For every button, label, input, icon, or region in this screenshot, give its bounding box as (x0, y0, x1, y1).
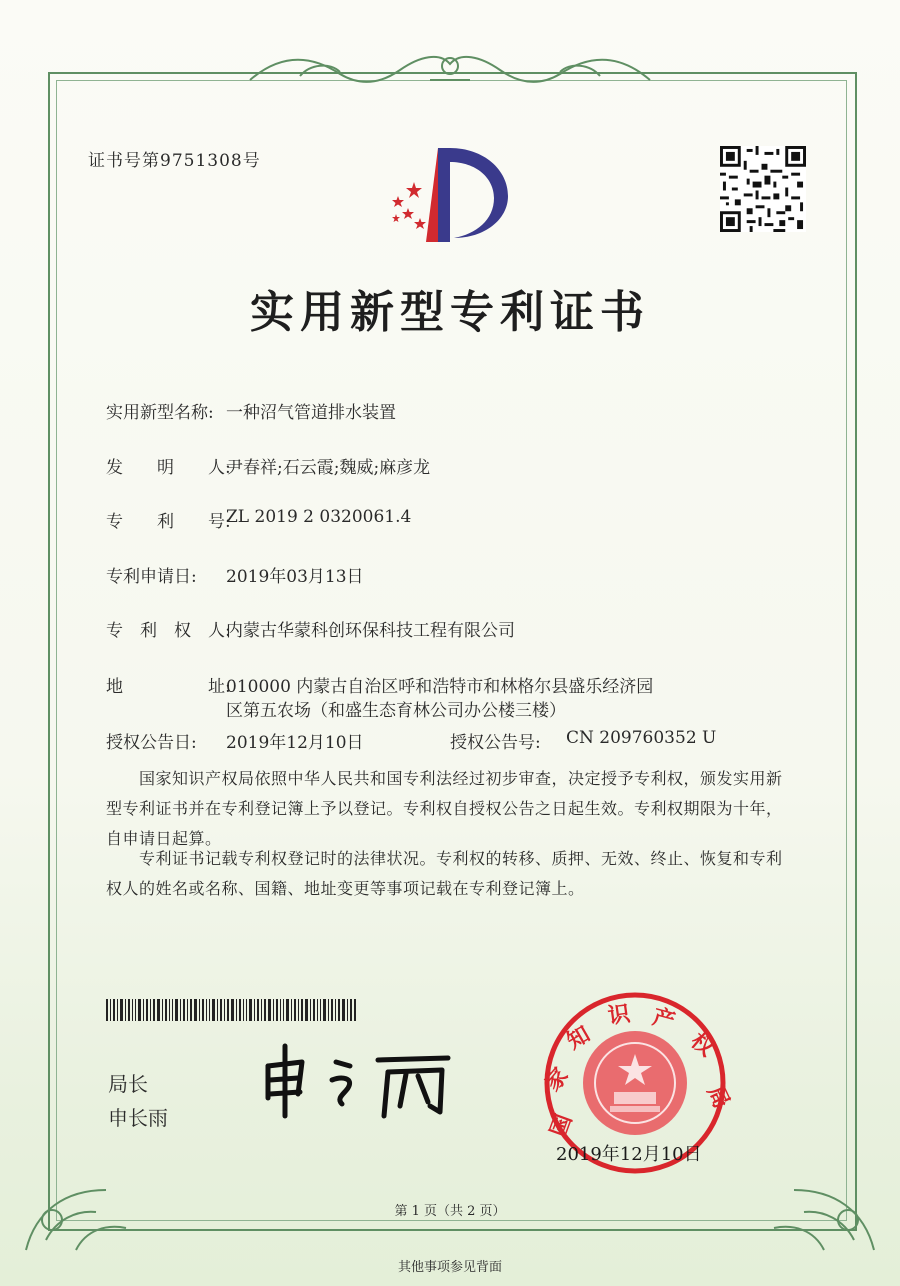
svg-text:局: 局 (701, 1081, 734, 1113)
inventor-label: 发 明 人: (106, 458, 231, 478)
svg-text:识: 识 (606, 1001, 632, 1030)
certificate-paragraph-2: 专利证书记载专利权登记时的法律状况。专利权的转移、质押、无效、终止、恢复和专利权人的姓名或名称、国籍、地址变更等事项记载在专利登记簿上。 (106, 849, 783, 898)
grant-date-label: 授权公告日: (106, 733, 197, 753)
patent-number: ZL 2019 2 0320061.4 (226, 507, 412, 527)
svg-text:产: 产 (649, 1004, 678, 1035)
barcode-icon (106, 999, 358, 1021)
qr-code-icon (720, 146, 806, 232)
certificate-title: 实用新型专利证书 (250, 287, 650, 338)
patent-office-logo-icon (376, 138, 516, 248)
svg-text:家: 家 (540, 1063, 574, 1097)
filing-date-label: 专利申请日: (106, 567, 197, 587)
page-number: 第 1 页（共 2 页） (394, 1204, 506, 1219)
address-label: 地 址: (106, 677, 231, 697)
svg-text:国: 国 (546, 1111, 578, 1141)
director-title: 局长 (108, 1072, 148, 1096)
grant-number-label: 授权公告号: (450, 733, 541, 753)
director-signature (258, 1036, 458, 1126)
name-label: 实用新型名称: (106, 403, 214, 423)
svg-text:知: 知 (562, 1022, 595, 1055)
certificate-paragraph-1: 国家知识产权局依照中华人民共和国专利法经过初步审查，决定授予专利权，颁发实用新型专利证书并在专利登记簿上予以登记。专利权自授权公告之日起生效。专利权期限为十年，自申请日起算。 (106, 769, 783, 848)
director-name: 申长雨 (108, 1106, 168, 1130)
address-line-2: 区第五农场（和盛生态育林公司办公楼三楼） (226, 701, 566, 721)
certificate-number: 证书号第9751308号 (88, 151, 261, 171)
back-page-note: 其他事项参见背面 (397, 1260, 502, 1275)
inventor-names: 尹春祥;石云霞;魏威;麻彦龙 (226, 458, 431, 478)
issue-date: 2019年12月10日 (556, 1144, 702, 1165)
patent-holder: 内蒙古华蒙科创环保科技工程有限公司 (226, 621, 515, 641)
utility-model-name: 一种沼气管道排水装置 (226, 403, 396, 423)
svg-text:权: 权 (685, 1028, 719, 1062)
patent-number-label: 专 利 号: (106, 512, 231, 532)
grant-date: 2019年12月10日 (226, 733, 364, 753)
top-floral-ornament (240, 44, 660, 94)
filing-date: 2019年03月13日 (226, 567, 364, 587)
patent-holder-label: 专 利 权 人: (106, 621, 231, 641)
address-line-1: 010000 内蒙古自治区呼和浩特市和林格尔县盛乐经济园 (226, 677, 654, 697)
grant-number: CN 209760352 U (566, 728, 717, 748)
